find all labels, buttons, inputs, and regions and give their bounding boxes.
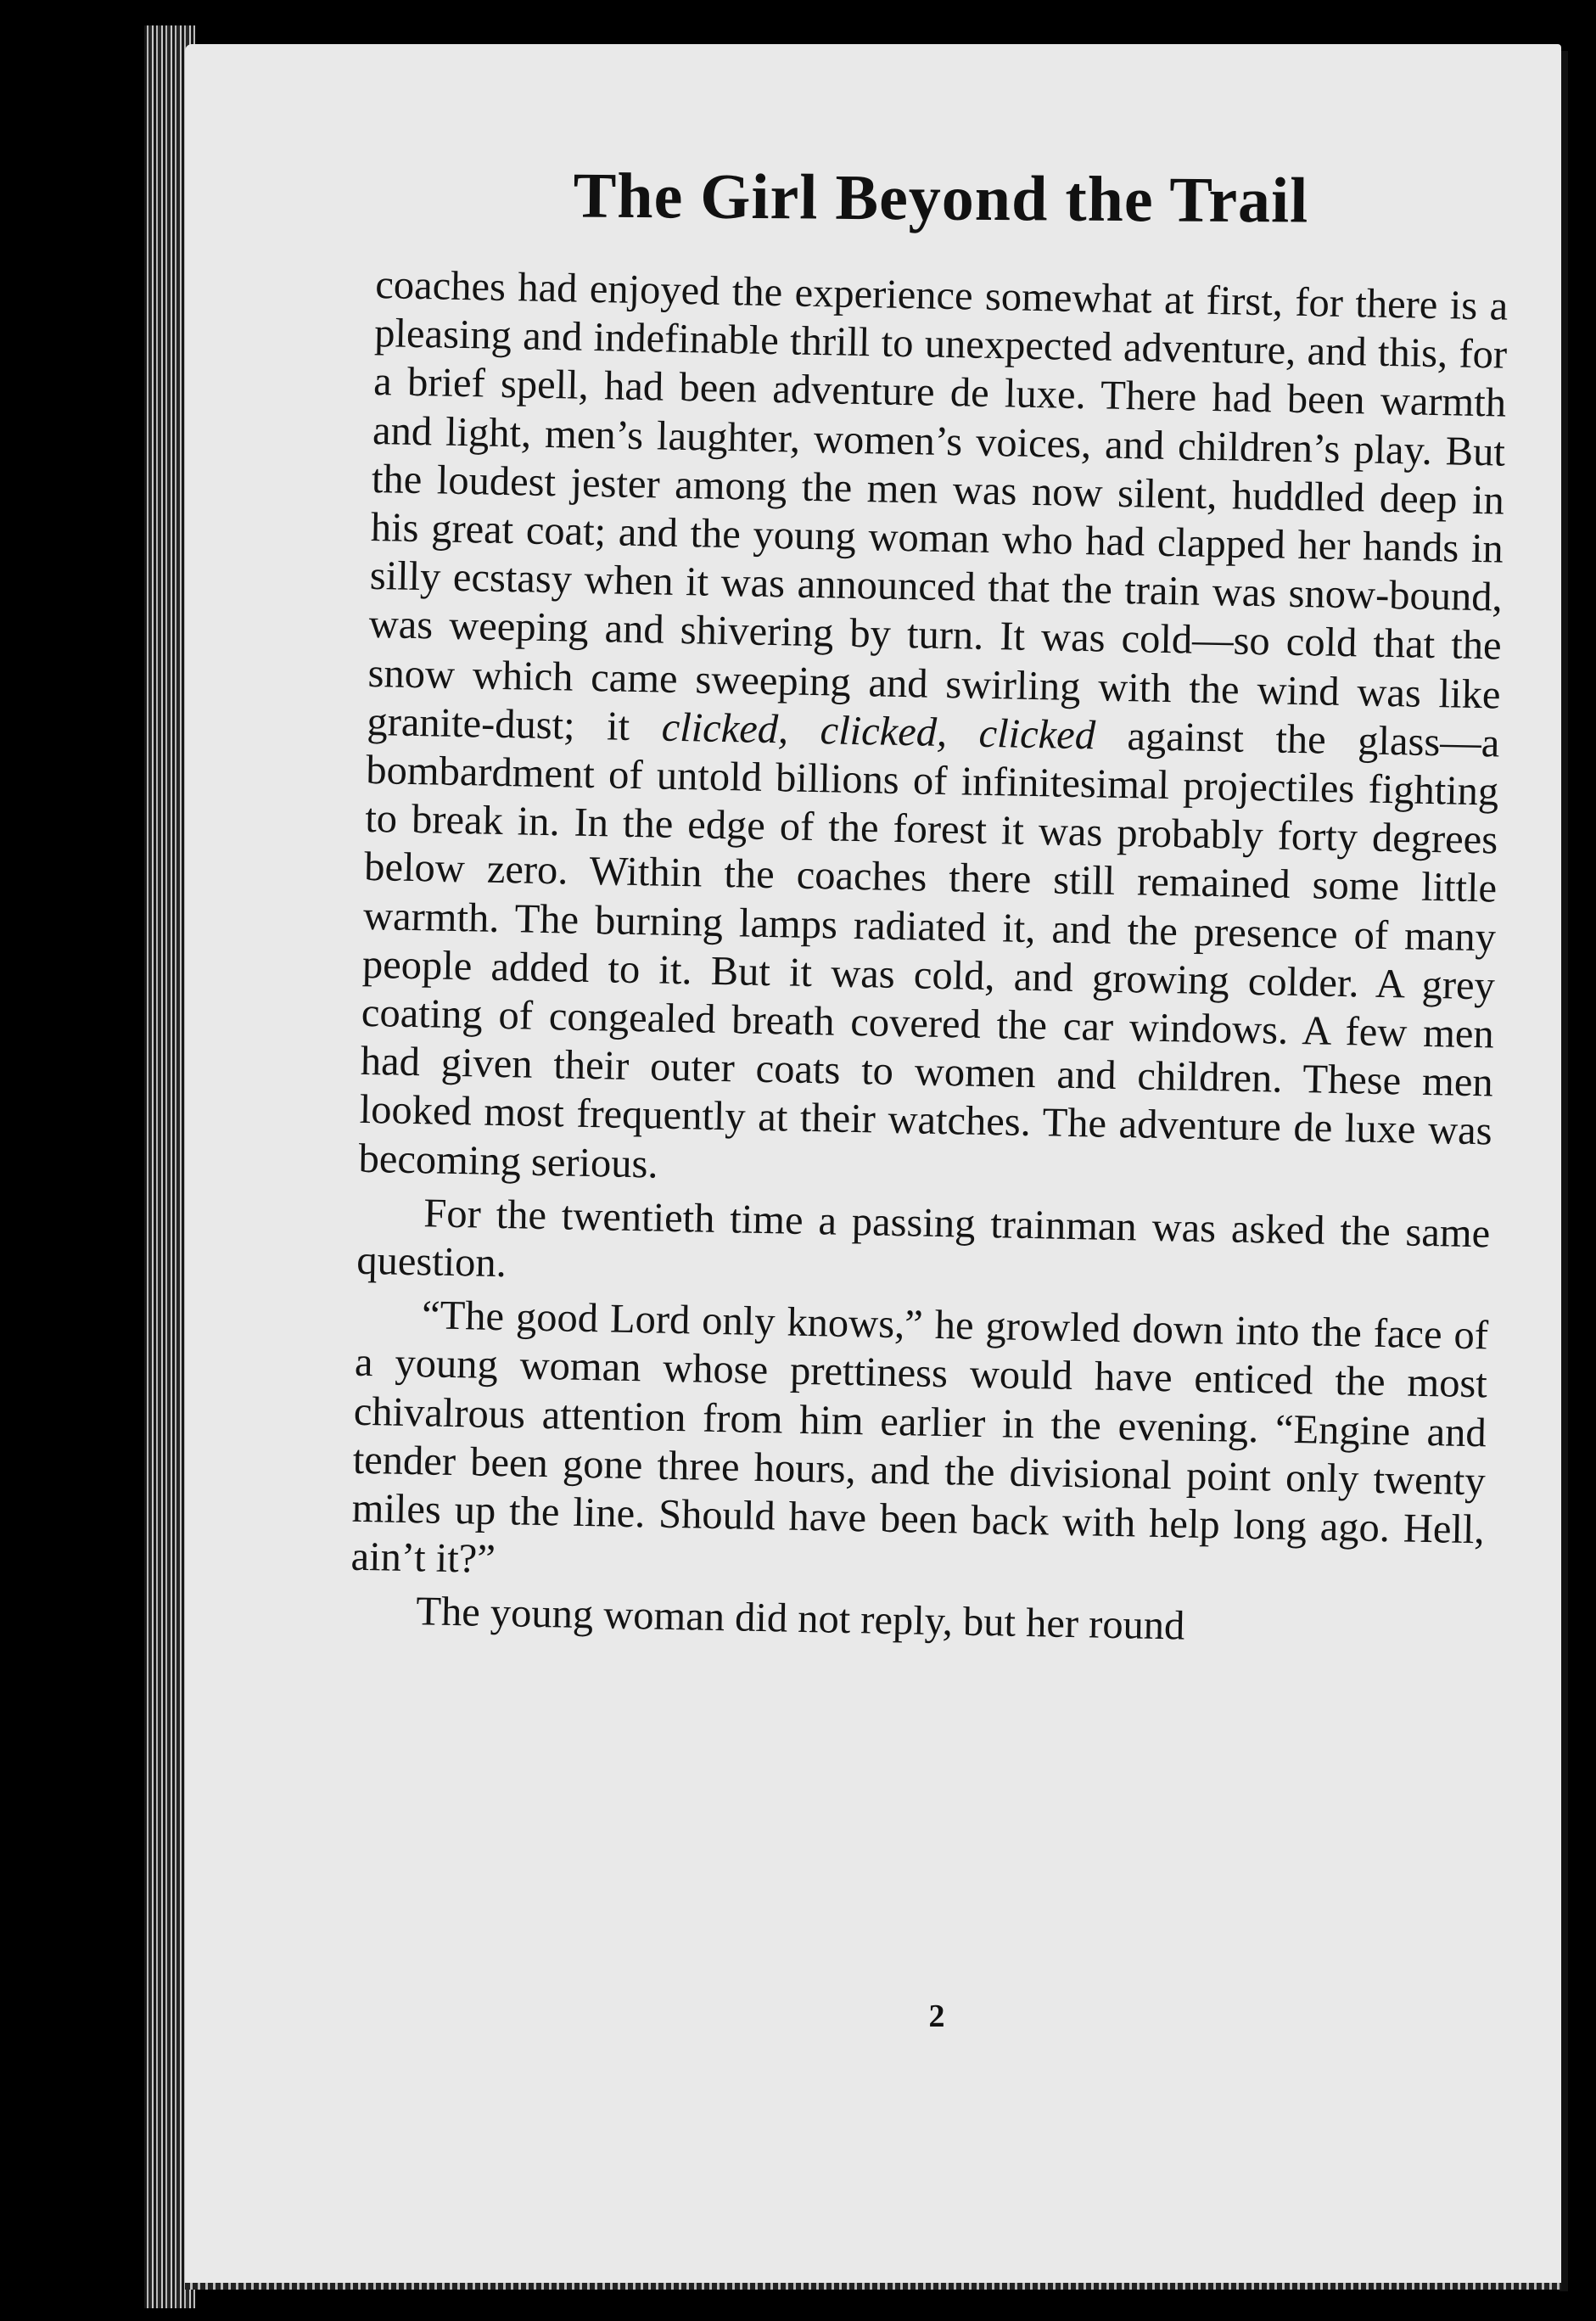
paragraph-1-italic: clicked, clicked, clicked (661, 704, 1096, 759)
page-bottom-edge (185, 2283, 1561, 2290)
paragraph-2: For the twentieth time a passing trainman was asked the same question. (356, 1191, 1491, 1287)
paragraph-1 (358, 261, 1509, 1204)
book-page (185, 44, 1561, 2289)
running-head: The Girl Beyond the Trail (573, 160, 1309, 237)
body-text (350, 261, 1509, 1657)
paragraph-1-text-b: against the glass—a bombardment of untold billions of infinitesimal projectiles fighting to break in. In the edge of the forest it was probably forty degrees below zero. Within the coaches there still remained some little warmth. The burning lamps radiated it, and the presence of many people added to it. But it was cold, and growing colder. A grey coating of congealed breath covered the car windows. A few men had given their outer coats to women and children. These men looked most frequently at their watches. The adventure de luxe was becoming serious. (358, 713, 1500, 1187)
paragraph-3: “The good Lord only knows,” he growled down into the face of a young woman whose prettiness would have enticed the most chivalrous attention from him earlier in the evening. “Engine and tender been gone three hours, and the divisional point only twenty miles up the line. Should have been back with help long ago. Hell, ain’t it?” (350, 1292, 1489, 1583)
paragraph-1-text-a: coaches had enjoyed the experience somewhat at first, for there is a pleasing and indefinable thrill to unexpected adventure, and this, for a brief spell, had been adventure de luxe. There had been warmth and light, men’s laughter, women’s voices, and children’s play. But the loudest jester among the men was now silent, huddled deep in his great coat; and the young woman who had clapped her hands in silly ecstasy when it was announced that the train was snow-bound, was weeping and shivering by turn. It was cold—so cold that the snow which came sweeping and swirling with the wind was like granite-dust; it (367, 261, 1509, 750)
page-number: 2 (928, 1999, 945, 2034)
paragraph-4: The young woman did not reply, but her round (415, 1589, 1185, 1650)
